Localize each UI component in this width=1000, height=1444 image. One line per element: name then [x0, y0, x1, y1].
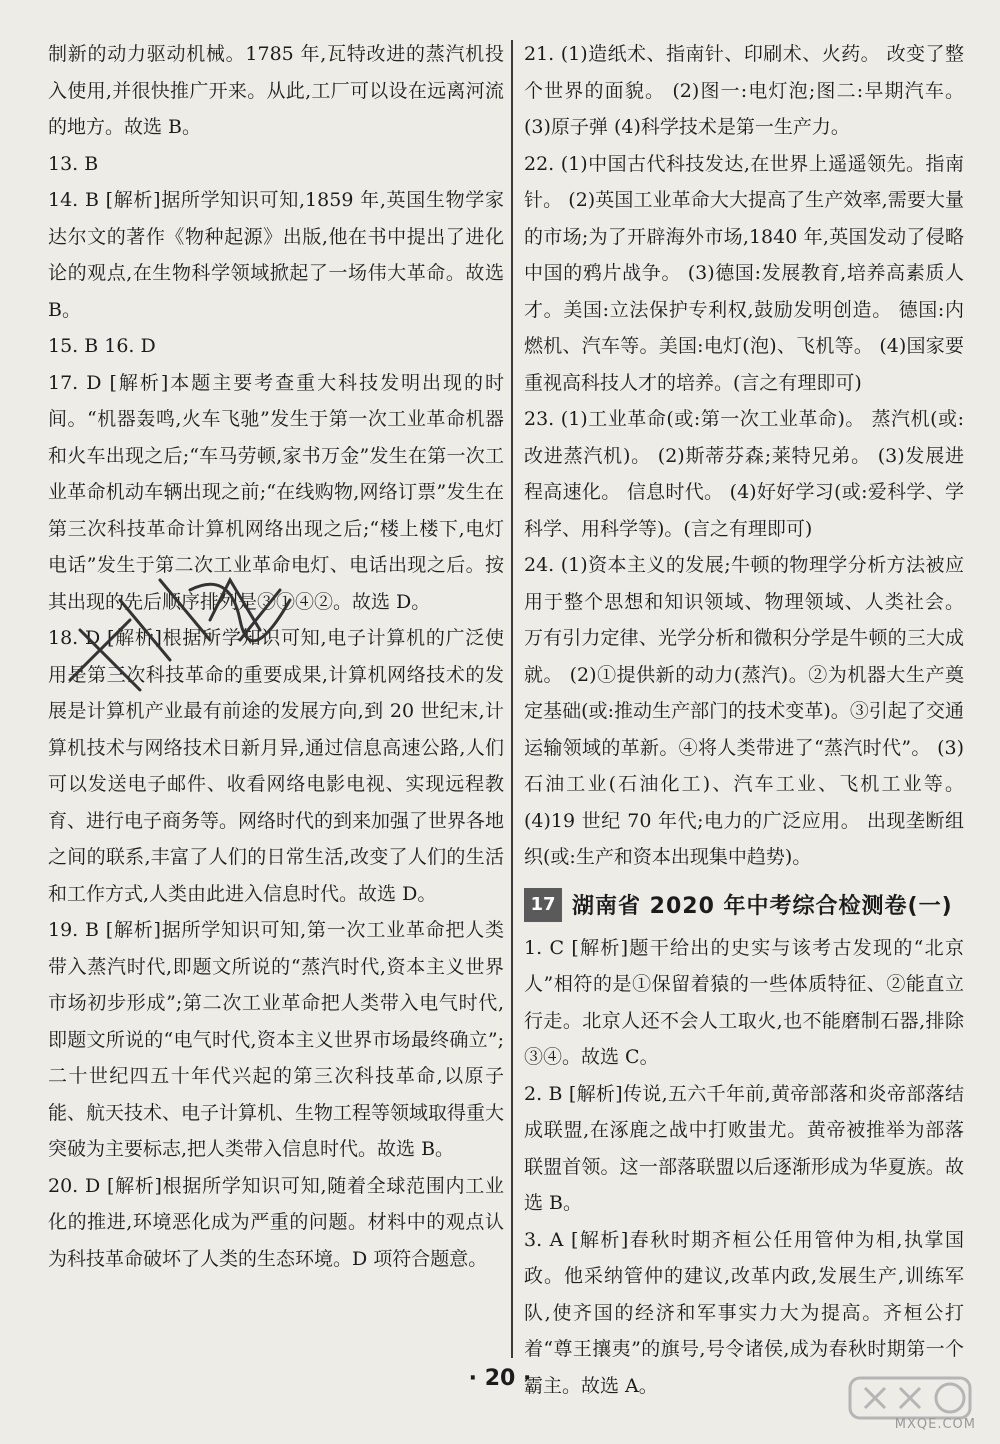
page-number: · 20 ·	[468, 1366, 532, 1391]
answer-24: 24. (1)资本主义的发展;牛顿的物理学分析方法被应用于整个思想和知识领域、物理领域、人类社会。 万有引力定律、光学分析和微积分学是牛顿的三大成就。 (2)①提供新的动力(蒸汽)。②为机器大生产奠定基础(或:推动生产部门的技术变革)。③引起了交通运输领域的革新。④将人类带进了“蒸汽时代”。 (3)石油工业(石油化工)、汽车工业、飞机工业等。 (4)19 世纪 70 年代;电力的广泛应用。 出现垄断组织(或:生产和资本出现集中趋势)。	[524, 554, 964, 868]
answer-17: 17. D [解析]本题主要考查重大科技发明出现的时间。“机器轰鸣,火车飞驰”发生于第一次工业革命机器和火车出现之后;“车马劳顿,家书万金”发生在第一次工业革命机动车辆出现之前;“在线购物,网络订票”发生在第三次科技革命计算机网络出现之后;“楼上楼下,电灯电话”发生于第二次工业革命电灯、电话出现之后。按其出现的先后顺序排列是③①④②。故选 D。	[48, 371, 504, 613]
answer-23: 23. (1)工业革命(或:第一次工业革命)。 蒸汽机(或:改进蒸汽机)。 (2)斯蒂芬森;莱特兄弟。 (3)发展进程高速化。 信息时代。 (4)好好学习(或:爱科学、学科学、用科学等)。(言之有理即可)	[524, 408, 964, 540]
section-header	[524, 884, 964, 926]
answer-3: 3. A [解析]春秋时期齐桓公任用管仲为相,执掌国政。他采纳管仲的建议,改革内政,发展生产,训练军队,使齐国的经济和军事实力大为提高。齐桓公打着“尊王攘夷”的旗号,号令诸侯,成为春秋时期第一个霸主。故选 A。	[524, 1228, 964, 1397]
right-column	[524, 36, 964, 1404]
watermark-text: MXQE.COM	[894, 1417, 976, 1432]
column-divider	[511, 40, 513, 1358]
handwritten-scribble	[60, 560, 300, 720]
answer-22: 22. (1)中国古代科技发达,在世界上遥遥领先。指南针。 (2)英国工业革命大大提高了生产效率,需要大量的市场;为了开辟海外市场,1840 年,英国发动了侵略中国的鸦片战争。 (3)德国:发展教育,培养高素质人才。美国:立法保护专利权,鼓励发明创造。 德国:内燃机、汽车等。美国:电灯(泡)、飞机等。 (4)国家要重视高科技人才的培养。(言之有理即可)	[524, 152, 964, 394]
answer-21: 21. (1)造纸术、指南针、印刷术、火药。 改变了整个世界的面貌。 (2)图一:电灯泡;图二:早期汽车。 (3)原子弹 (4)科学技术是第一生产力。	[524, 43, 964, 138]
answer-1: 1. C [解析]题干给出的史实与该考古发现的“北京人”相符的是①保留着猿的一些体质特征、②能直立行走。北京人还不会人工取火,也不能磨制石器,排除③④。故选 C。	[524, 936, 964, 1068]
answer-2: 2. B [解析]传说,五六千年前,黄帝部落和炎帝部落结成联盟,在涿鹿之战中打败蚩尤。黄帝被推举为部落联盟首领。这一部落联盟以后逐渐形成为华夏族。故选 B。	[524, 1082, 964, 1214]
section-title: 湖南省 2020 年中考综合检测卷(一)	[572, 894, 953, 919]
watermark-logo	[810, 1374, 990, 1438]
answer-13: 13. B	[48, 152, 99, 175]
answer-14: 14. B [解析]据所学知识可知,1859 年,英国生物学家达尔文的著作《物种起源》出版,他在书中提出了进化论的观点,在生物科学领域掀起了一场伟大革命。故选 B。	[48, 189, 504, 321]
answer-continuation: 制新的动力驱动机械。1785 年,瓦特改进的蒸汽机投入使用,并很快推广开来。从此,工厂可以设在远离河流的地方。故选 B。	[48, 43, 504, 138]
answer-18: 18. D [解析]根据所学知识可知,电子计算机的广泛使用是第三次科技革命的重要成果,计算机网络技术的发展是计算机产业最有前途的发展方向,到 20 世纪末,计算机技术与网络技术日新月异,通过信息高速公路,人们可以发送电子邮件、收看网络电影电视、实现远程教育、进行电子商务等。网络时代的到来加强了世界各地之间的联系,丰富了人们的日常生活,改变了人们的生活和工作方式,人类由此进入信息时代。故选 D。	[48, 627, 505, 905]
answer-19: 19. B [解析]据所学知识可知,第一次工业革命把人类带入蒸汽时代,即题文所说的“蒸汽时代,资本主义世界市场初步形成”;第二次工业革命把人类带入电气时代,即题文所说的“电气时代,资本主义世界市场最终确立”;二十世纪四五十年代兴起的第三次科技革命,以原子能、航天技术、电子计算机、生物工程等领域取得重大突破为主要标志,把人类带入信息时代。故选 B。	[48, 919, 505, 1160]
answer-20: 20. D [解析]根据所学知识可知,随着全球范围内工业化的推进,环境恶化成为严重的问题。材料中的观点认为科技革命破坏了人类的生态环境。D 项符合题意。	[48, 1174, 504, 1270]
answer-15-16: 15. B 16. D	[48, 335, 156, 357]
section-number: 17	[524, 888, 562, 922]
